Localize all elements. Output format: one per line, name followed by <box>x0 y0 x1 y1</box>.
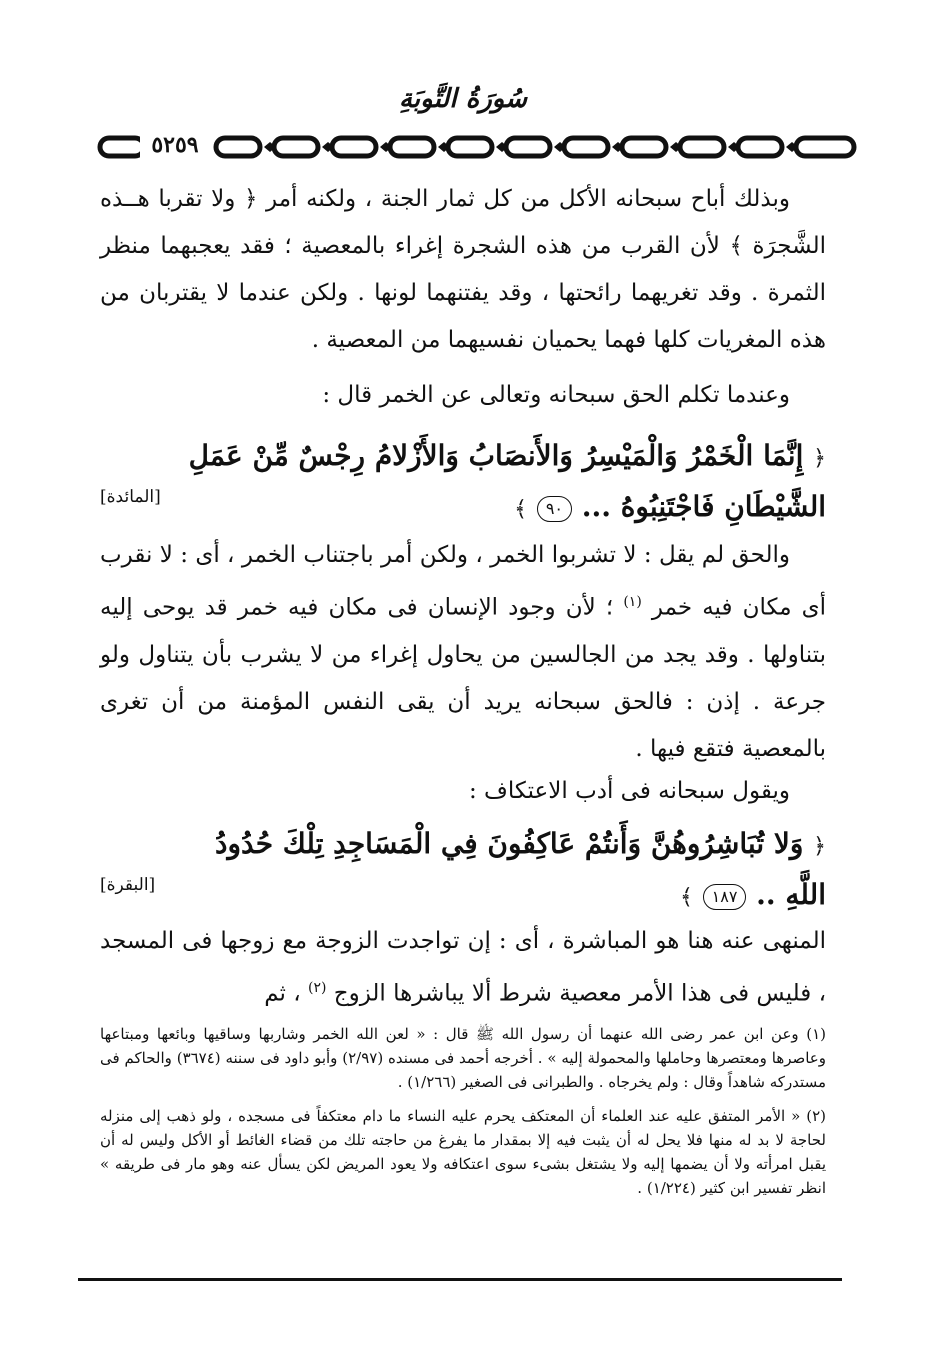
paragraph: وبذلك أباح سبحانه الأكل من كل ثمار الجنة ، ولكنه أمر ﴿ ولا تقربا هــذه الشَّجرَة ﴾ لأن القرب من هذه الشجرة إغراء بالمعصية ؛ فقد يعجبهما منظر الثمرة . وقد تغريهما رائحتها ، وقد يفتنهما لونها . ولكن عندما لا يقتربان من هذه المغريات كلها فهما يحميان نفسيهما من المعصية . <box>100 186 826 353</box>
quran-verse-baqarah <box>100 820 826 922</box>
footnote-marker: (٢) <box>307 980 327 996</box>
verse-text: وَلا تُبَاشِرُوهُنَّ وَأَنتُمْ عَاكِفُونَ فِي الْمَسَاجِدِ تِلْكَ حُدُودُ <box>215 827 804 860</box>
verse-line <box>100 483 826 534</box>
verse-close-ornament-icon: ﴾ <box>514 497 528 522</box>
surah-reference: [البقرة] <box>100 875 156 895</box>
verse-close-ornament-icon: ﴾ <box>679 885 693 910</box>
surah-reference: [المائدة] <box>100 487 161 507</box>
paragraph-text: ، ثم <box>264 980 301 1007</box>
paragraph-5-block <box>100 918 826 1018</box>
verse-line <box>100 820 826 871</box>
paragraph <box>100 532 826 773</box>
paragraph-text: ؛ لأن وجود الإنسان فى مكان فيه خمر قد يوحى إليه بتناولها . وقد يجد من الجالسين من يحاول إغراء من لا يشرب بأن يتناول ولو جرعة . إذن : فالحق سبحانه يريد أن يقى النفس المؤمنة من أن تغرى بالمعصية فتقع فيها . <box>100 594 826 762</box>
verse-line <box>100 432 826 483</box>
paragraph: ويقول سبحانه فى أدب الاعتكاف : <box>468 778 790 804</box>
footnote: (٢) « الأمر المتفق عليه عند العلماء أن المعتكف يحرم عليه النساء ما دام معتكفاً فى مسجده ، ولو ذهب إلى منزله لحاجة لا بد له منها فلا يحل له أن يثبت فيه إلا بمقدار ما يفرغ من حاجته تلك من قضاء الغائط أو الأكل وليس له أن يقبل امرأته ولا أن يضمها إليه ولا يشتغل بشىء سوى اعتكافه ولا يعود المريض لكن يسأل عنه وهو مار فى طريقه » انظر تفسير ابن كثير (١/٢٢٤) . <box>100 1107 826 1197</box>
paragraph-text: والحق لم يقل : لا تشربوا الخمر ، ولكن أمر باجتناب الخمر ، أى : لا نقرب أى مكان فيه خمر <box>100 542 827 621</box>
verse-open-ornament-icon: ﴿ <box>813 446 826 471</box>
verse-text: اللَّهِ .. <box>756 878 826 911</box>
verse-open-ornament-icon: ﴿ <box>813 834 826 859</box>
paragraph-text: المنهى عنه هنا هو المباشرة ، أى : إن تواجدت الزوجة مع زوجها فى المسجد ، فليس فى هذا الأمر معصية شرط ألا يباشرها الزوج <box>100 928 826 1007</box>
paragraph-3-block <box>100 532 826 773</box>
decorative-border <box>96 130 860 164</box>
paragraph-2-block <box>100 372 826 419</box>
ayah-number: ١٨٧ <box>703 884 747 910</box>
bottom-divider <box>78 1278 842 1281</box>
surah-title: سُورَةُ التَّوبَةِ <box>398 84 528 114</box>
paragraph: وعندما تكلم الحق سبحانه وتعالى عن الخمر قال : <box>322 382 790 408</box>
footnotes <box>100 1022 826 1210</box>
paragraph-4-block <box>100 768 826 815</box>
footnote-marker: (١) <box>623 594 642 610</box>
verse-text: الشَّيْطَانِ فَاجْتَنِبُوهُ ... <box>581 490 826 523</box>
paragraph <box>100 918 826 1018</box>
chain-ornament-icon <box>96 130 860 164</box>
footnote: (١) وعن ابن عمر رضى الله عنهما أن رسول الله ﷺ قال : « لعن الله الخمر وشاربها وساقيها وبائعها ومبتاعها وعاصرها ومعتصرها وحاملها والمحمولة إليه » . أخرجه أحمد فى مسنده (٢/٩٧) وأبو داود فى سننه (٣٦٧٤) والحاكم فى مستدركه شاهداً وقال : ولم يخرجاه . والطبرانى فى الصغير (١/٢٦٦) . <box>100 1025 827 1091</box>
verse-text: إِنَّمَا الْخَمْرُ وَالْمَيْسِرُ وَالأَنصَابُ وَالأَزْلامُ رِجْسٌ مِّنْ عَمَلِ <box>188 439 804 472</box>
ayah-number: ٩٠ <box>537 496 572 522</box>
quran-verse-maidah <box>100 432 826 534</box>
verse-line <box>100 871 826 922</box>
page-number: ٥٢٥٩ <box>140 132 210 162</box>
paragraph-1-block <box>100 176 826 364</box>
